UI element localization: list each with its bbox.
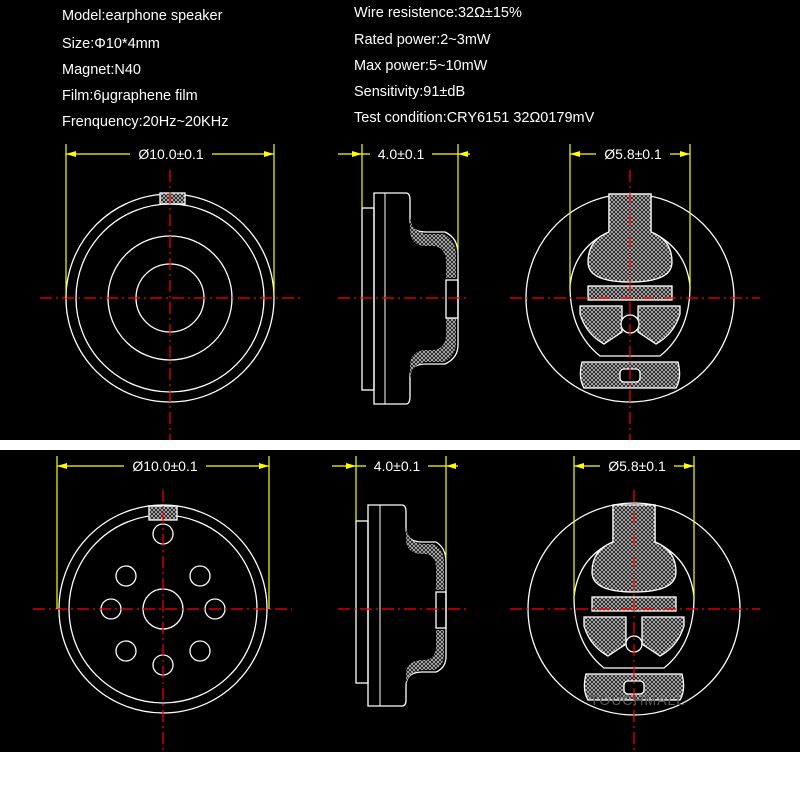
back-diameter-label-top: Ø5.8±0.1: [604, 146, 662, 162]
spec-wire-resistance: Wire resistence:32Ω±15%: [354, 5, 522, 21]
watermark: TOUCHMALL: [590, 692, 686, 708]
spec-film: Film:6μgraphene film: [62, 88, 198, 104]
front-diameter-label-bottom: Ø10.0±0.1: [132, 458, 198, 474]
spec-sensitivity: Sensitivity:91±dB: [354, 84, 466, 100]
front-diameter-label-top: Ø10.0±0.1: [138, 146, 204, 162]
spec-frequency: Frenquency:20Hz~20KHz: [62, 114, 229, 130]
side-view-bottom: [356, 505, 446, 706]
spec-model: Model:earphone speaker: [62, 8, 223, 24]
spec-max-power: Max power:5~10mW: [354, 58, 488, 74]
spec-size: Size:Φ10*4mm: [62, 36, 160, 52]
back-diameter-label-bottom: Ø5.8±0.1: [608, 458, 666, 474]
spec-magnet: Magnet:N40: [62, 62, 141, 78]
terminal-notch: [160, 193, 185, 204]
spec-test-condition: Test condition:CRY6151 32Ω0179mV: [354, 110, 595, 126]
side-thickness-label-bottom: 4.0±0.1: [373, 458, 421, 474]
spec-rated-power: Rated power:2~3mW: [354, 32, 491, 48]
side-thickness-label-top: 4.0±0.1: [377, 146, 425, 162]
